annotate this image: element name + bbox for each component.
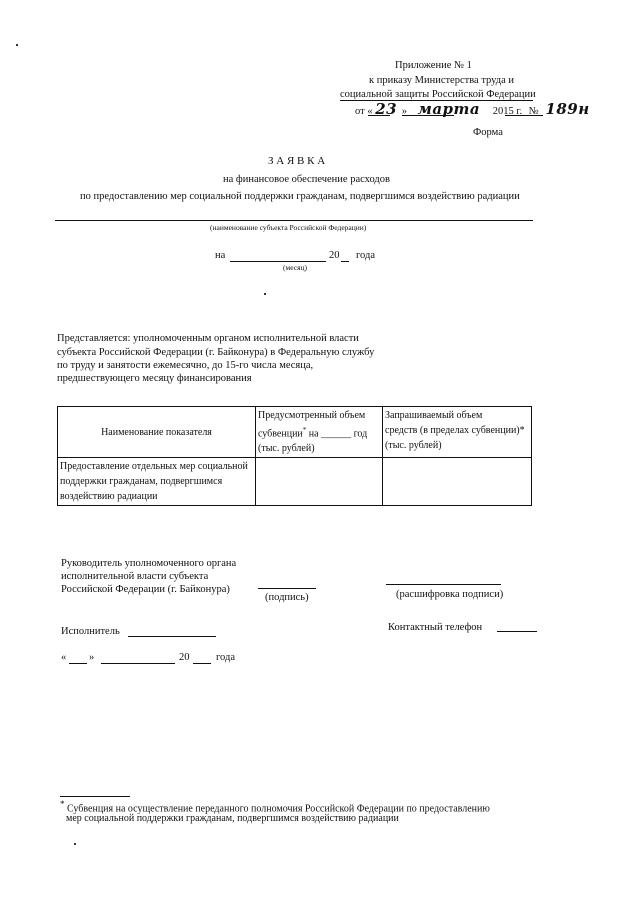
phone-label: Контактный телефон xyxy=(388,622,483,633)
footnote-star: * xyxy=(60,799,65,809)
order-date-line xyxy=(355,100,590,118)
title-line-1: на финансовое обеспечение расходов xyxy=(223,174,390,185)
executor-label: Исполнитель xyxy=(61,626,120,637)
form-label: Форма xyxy=(473,127,503,138)
intro-line-3: по труду и занятости ежемесячно, до 15-го числа месяца, xyxy=(57,360,314,371)
table-header-row xyxy=(58,407,532,458)
decoding-line[interactable] xyxy=(386,584,501,585)
phone-line[interactable] xyxy=(497,631,537,632)
order-label: к приказу Министерства труда и xyxy=(369,75,514,86)
year-field-line xyxy=(341,261,349,262)
date-year-line[interactable] xyxy=(193,663,211,664)
row-requested-value[interactable] xyxy=(383,458,532,506)
head-line-1: Руководитель уполномоченного органа xyxy=(61,558,237,569)
document-title: З А Я В К А xyxy=(268,155,326,167)
scan-speck xyxy=(264,293,266,295)
appendix-label: Приложение № 1 xyxy=(395,60,472,71)
executor-line[interactable] xyxy=(128,636,216,637)
month-underline xyxy=(402,115,454,116)
handwritten-day: 23 xyxy=(375,100,398,118)
period-year-prefix: 20 xyxy=(329,250,340,261)
footnote-divider xyxy=(60,796,130,797)
number-underline xyxy=(505,115,543,116)
head-line-2: исполнительной власти субъекта xyxy=(61,571,209,582)
title-line-2: по предоставлению мер социальной поддержки гражданам, подвергшимся воздействию радиации xyxy=(80,191,520,202)
date-open: « xyxy=(61,652,67,663)
date-year-prefix: 20 xyxy=(179,652,190,663)
signature-line[interactable] xyxy=(258,588,316,589)
decoding-caption: (расшифровка подписи) xyxy=(396,589,504,600)
day-close: » xyxy=(401,106,407,117)
intro-line-4: предшествующего месяцу финансирования xyxy=(57,373,252,384)
from-prefix: от « xyxy=(355,106,373,117)
subject-name-caption: (наименование субъекта Российской Федерации) xyxy=(210,223,367,232)
head-line-3: Российской Федерации (г. Байконура) xyxy=(61,584,230,595)
intro-line-2: субъекта Российской Федерации (г. Байконура) в Федеральную службу xyxy=(57,347,375,358)
number-label: № xyxy=(528,106,539,117)
header-requested: Запрашиваемый объем средств (в пределах субвенции)* (тыс. рублей) xyxy=(383,407,532,458)
ministry-label: социальной защиты Российской Федерации xyxy=(340,89,536,100)
order-year: 2015 г. xyxy=(492,106,523,117)
table-row xyxy=(58,458,532,506)
intro-line-1: Представляется: уполномоченным органом исполнительной власти xyxy=(57,333,359,344)
month-caption: (месяц) xyxy=(283,263,308,272)
date-month-line[interactable] xyxy=(101,663,175,664)
header-indicator: Наименование показателя xyxy=(58,407,256,458)
signature-caption: (подпись) xyxy=(265,592,309,603)
row-indicator: Предоставление отдельных мер социальной поддержки гражданам, подвергшимся воздействию радиации xyxy=(58,458,256,506)
date-year-word: года xyxy=(216,652,235,663)
handwritten-number: 189н xyxy=(545,100,590,118)
month-field-line xyxy=(230,261,326,262)
scan-speck xyxy=(16,44,18,46)
scan-speck xyxy=(74,843,76,845)
footnote-line-1: * Субвенция на осуществление переданного полномочия Российской Федерации по предоставлению xyxy=(60,799,490,815)
funding-table xyxy=(57,406,532,506)
date-close: » xyxy=(89,652,95,663)
handwritten-month: марта xyxy=(417,100,481,118)
row-planned-value[interactable] xyxy=(256,458,383,506)
footnote-line-2: мер социальной поддержки гражданам, подвергшимся воздействию радиации xyxy=(66,813,399,824)
date-day-line[interactable] xyxy=(69,663,87,664)
subject-name-line xyxy=(55,220,533,221)
period-year-word: года xyxy=(356,250,375,261)
header-planned: Предусмотренный объем субвенции* на ______ год (тыс. рублей) xyxy=(256,407,383,458)
period-on-label: на xyxy=(215,250,226,261)
day-underline xyxy=(368,115,390,116)
